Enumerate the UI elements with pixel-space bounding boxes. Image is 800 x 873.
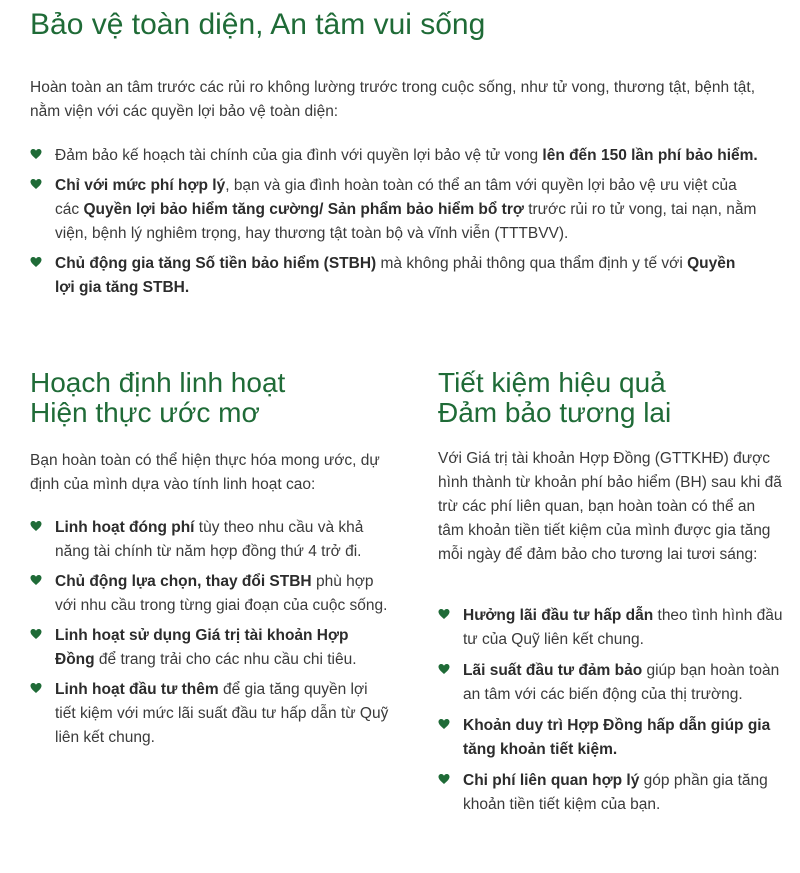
- list-item: [30, 252, 758, 300]
- item-text: giúp bạn hoàn toàn an tâm với các biến động của thị trường.: [463, 662, 780, 703]
- item-text: mà không phải thông qua thẩm định y tế với: [376, 255, 688, 272]
- heart-icon: [30, 520, 42, 532]
- item-bold-text: Linh hoạt sử dụng Giá trị tài khoản Hợp Đồng: [55, 627, 349, 668]
- item-bold-text: Hưởng lãi đầu tư hấp dẫn: [463, 607, 654, 624]
- item-bold-text: Chi phí liên quan hợp lý: [463, 772, 640, 789]
- item-bold-text: Linh hoạt đầu tư thêm: [55, 681, 219, 698]
- list-item: [30, 174, 758, 246]
- item-bold-text: Chủ động lựa chọn, thay đổi STBH: [55, 573, 312, 590]
- list-item: [438, 604, 783, 652]
- page-title: Bảo vệ toàn diện, An tâm vui sống: [30, 8, 486, 41]
- benefits-list: [30, 144, 758, 306]
- list-item: [30, 570, 390, 618]
- item-text: để gia tăng quyền lợi tiết kiệm với mức lãi suất đầu tư hấp dẫn từ Quỹ liên kết chung.: [55, 681, 389, 746]
- item-text: góp phần gia tăng khoản tiền tiết kiệm của bạn.: [463, 772, 768, 813]
- heart-icon: [30, 256, 42, 268]
- item-bold-text: Lãi suất đầu tư đảm bảo: [463, 662, 643, 679]
- left-list: [30, 516, 390, 756]
- heart-icon: [438, 663, 450, 675]
- item-bold-text: lên đến 150 lần phí bảo hiểm.: [542, 147, 758, 164]
- item-bold-text: Quyền lợi gia tăng STBH.: [55, 255, 736, 296]
- heart-icon: [30, 682, 42, 694]
- item-bold-text: Chủ động gia tăng Số tiền bảo hiểm (STBH): [55, 255, 377, 272]
- item-bold-text: Quyền lợi bảo hiểm tăng cường/ Sản phẩm bảo hiểm bổ trợ: [83, 201, 524, 218]
- right-title-line2: Đảm bảo tương lai: [438, 397, 672, 428]
- list-item: [438, 769, 783, 817]
- list-item: [438, 714, 783, 762]
- item-text: , bạn và gia đình hoàn toàn có thể an tâm với quyền lợi bảo vệ ưu việt của các: [55, 177, 737, 218]
- item-bold-text: Khoản duy trì Hợp Đồng hấp dẫn giúp gia tăng khoản tiết kiệm.: [463, 717, 771, 758]
- item-text: trước rủi ro tử vong, tai nạn, nằm viện, bệnh lý nghiêm trọng, hay thương tật toàn bộ và vĩnh viễn (TTTBVV).: [55, 201, 757, 242]
- heart-icon: [30, 574, 42, 586]
- list-item: [30, 624, 390, 672]
- item-text: theo tình hình đầu tư của Quỹ liên kết chung.: [463, 607, 783, 648]
- item-bold-text: Linh hoạt đóng phí: [55, 519, 195, 536]
- right-section-title: [438, 368, 778, 428]
- right-title-line1: Tiết kiệm hiệu quả: [438, 367, 666, 398]
- list-item: [30, 678, 390, 750]
- heart-icon: [438, 773, 450, 785]
- intro-paragraph: Hoàn toàn an tâm trước các rủi ro không lường trước trong cuộc sống, như tử vong, thương tật, bệnh tật, nằm viện với các quyền lợi bảo vệ toàn diện:: [30, 79, 756, 120]
- item-text: Đảm bảo kế hoạch tài chính của gia đình với quyền lợi bảo vệ tử vong: [55, 147, 543, 164]
- item-text: phù hợp với nhu cầu trong từng giai đoạn của cuộc sống.: [55, 573, 388, 614]
- left-intro: Bạn hoàn toàn có thể hiện thực hóa mong ước, dự định của mình dựa vào tính linh hoạt cao:: [30, 452, 380, 493]
- right-list: [438, 604, 783, 824]
- heart-icon: [438, 608, 450, 620]
- left-title-line1: Hoạch định linh hoạt: [30, 367, 286, 398]
- left-section-title: [30, 368, 390, 428]
- list-item: [30, 144, 758, 168]
- heart-icon: [438, 718, 450, 730]
- item-bold-text: Chỉ với mức phí hợp lý: [55, 177, 226, 194]
- item-text: tùy theo nhu cầu và khả năng tài chính từ năm hợp đồng thứ 4 trở đi.: [55, 519, 364, 560]
- right-intro: Với Giá trị tài khoản Hợp Đồng (GTTKHĐ) được hình thành từ khoản phí bảo hiểm (BH) sau khi đã trừ các phí liên quan, bạn hoàn toàn có thể an tâm khoản tiền tiết kiệm của mình được gia tăng mỗi ngày để đảm bảo cho tương lai tươi sáng:: [438, 450, 782, 563]
- list-item: [30, 516, 390, 564]
- heart-icon: [30, 628, 42, 640]
- list-item: [438, 659, 783, 707]
- heart-icon: [30, 178, 42, 190]
- item-text: để trang trải cho các nhu cầu chi tiêu.: [94, 651, 357, 668]
- left-title-line2: Hiện thực ước mơ: [30, 397, 260, 428]
- heart-icon: [30, 148, 42, 160]
